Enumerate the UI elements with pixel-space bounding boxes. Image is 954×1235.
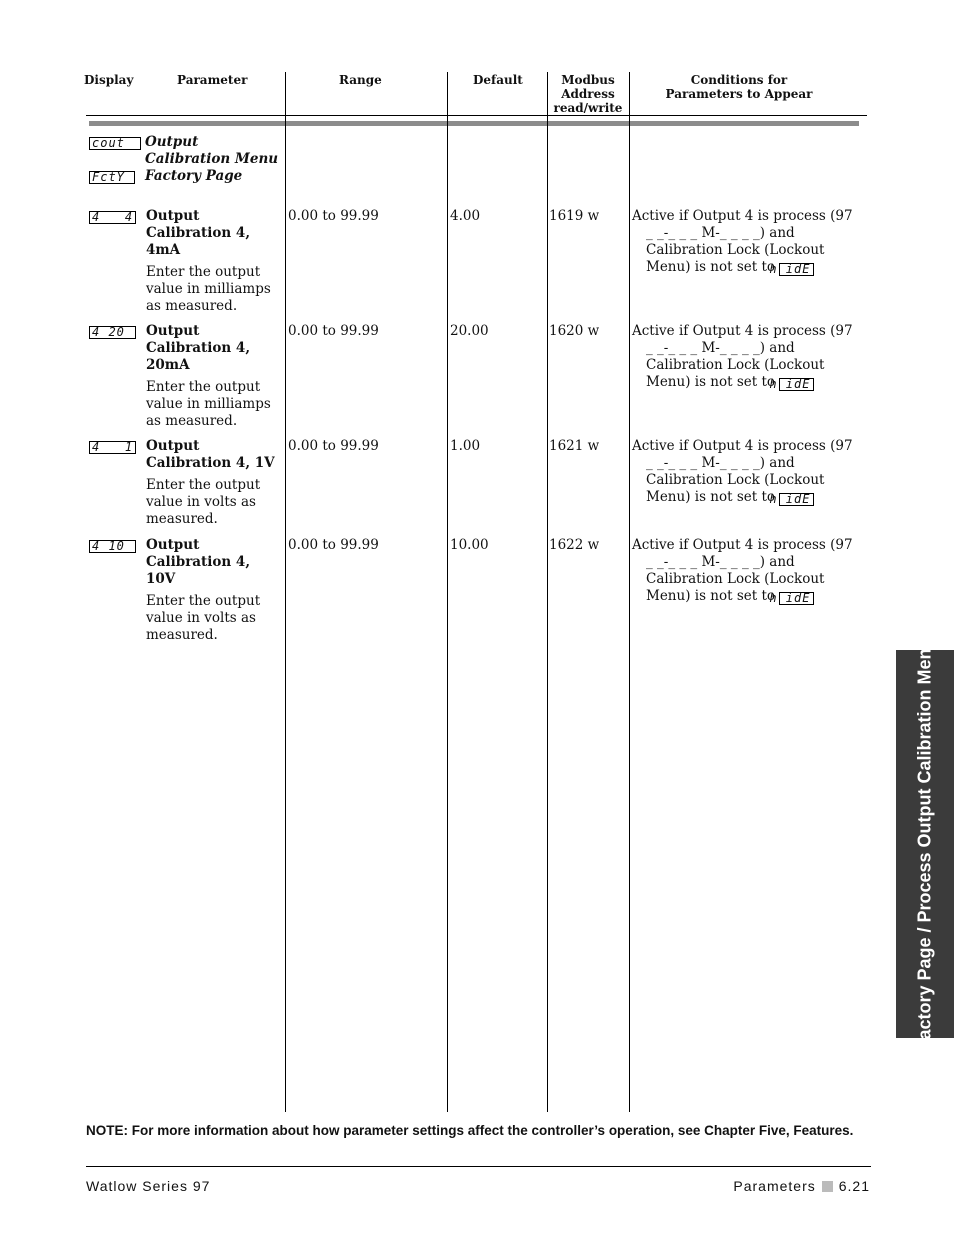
row-conditions: [632, 323, 858, 391]
row-range: 0.00 to 99.99: [288, 323, 379, 339]
footer-section: Parameters: [733, 1178, 816, 1194]
condition-text: Active if Output 4 is process (97 _ _-_ _ _ M-_ _ _ _) and Calibration Lock (Lockout Menu) is not set to: [632, 537, 853, 604]
row-default: 1.00: [450, 438, 481, 454]
row-range: 0.00 to 99.99: [288, 438, 379, 454]
footnote: NOTE: For more information about how parameter settings affect the controller’s operation, see Chapter Five, Features.: [86, 1123, 854, 1138]
footer-rule: [86, 1166, 871, 1167]
header-modbus-line1: Modbus: [561, 73, 615, 87]
parameter-name: Output Calibration 4, 4mA: [146, 208, 251, 258]
condition-text: Active if Output 4 is process (97 _ _-_ _ _ M-_ _ _ _) and Calibration Lock (Lockout Menu) is not set to: [632, 208, 853, 275]
row-parameter: [146, 438, 278, 528]
header-conditions-line1: Conditions for: [690, 73, 788, 87]
column-divider-3: [547, 72, 548, 1112]
hide-display-code: h idE: [779, 493, 814, 506]
header-display: Display: [84, 73, 134, 87]
condition-text: Active if Output 4 is process (97 _ _-_ _ _ M-_ _ _ _) and Calibration Lock (Lockout Menu) is not set to: [632, 438, 853, 505]
column-divider-4: [629, 72, 630, 1112]
row-parameter: [146, 537, 280, 644]
header-modbus-line3: read/write: [553, 101, 623, 115]
header-modbus: [552, 73, 624, 115]
hide-display-code: h idE: [779, 378, 814, 391]
header-default: Default: [473, 73, 523, 87]
row-display-code: 4 4: [89, 211, 136, 224]
parameter-name: Output Calibration 4, 10V: [146, 537, 251, 587]
row-display-code: 4 10: [89, 540, 136, 553]
row-parameter: [146, 208, 278, 315]
output-calibration-menu-title: Output Calibration Menu: [145, 134, 279, 167]
row-conditions: [632, 438, 858, 506]
header-rule: [86, 115, 867, 116]
header-conditions-line2: Parameters to Appear: [665, 87, 813, 101]
row-display-code: 4 20: [89, 326, 136, 339]
row-modbus: 1621 w: [549, 438, 600, 454]
header-conditions: [640, 73, 838, 101]
row-conditions: [632, 537, 858, 605]
header-modbus-line2: Address: [561, 87, 615, 101]
section-side-tab: [896, 637, 954, 1051]
parameter-name: Output Calibration 4, 1V: [146, 438, 275, 471]
footer-page-info: [733, 1178, 870, 1194]
hide-display-code: h idE: [779, 592, 814, 605]
row-modbus: 1622 w: [549, 537, 600, 553]
row-default: 20.00: [450, 323, 489, 339]
parameter-description: Enter the output value in milliamps as measured.: [146, 264, 271, 314]
parameter-name: Output Calibration 4, 20mA: [146, 323, 251, 373]
row-default: 4.00: [450, 208, 481, 224]
hide-display-code: h idE: [779, 263, 814, 276]
column-divider-1: [285, 72, 286, 1112]
footer-page-number: 6.21: [838, 1178, 870, 1194]
square-bullet-icon: [822, 1181, 833, 1192]
header-thick-rule: [89, 121, 859, 126]
row-modbus: 1619 w: [549, 208, 600, 224]
cout-display-code: cout: [89, 137, 141, 150]
row-range: 0.00 to 99.99: [288, 208, 379, 224]
row-conditions: [632, 208, 858, 276]
condition-text: Active if Output 4 is process (97 _ _-_ _ _ M-_ _ _ _) and Calibration Lock (Lockout Menu) is not set to: [632, 323, 853, 390]
row-default: 10.00: [450, 537, 489, 553]
factory-page-title: Factory Page: [145, 168, 243, 184]
row-display-code: 4 1: [89, 441, 136, 454]
parameter-description: Enter the output value in volts as measured.: [146, 593, 261, 643]
side-tab-label: Factory Page / Process Output Calibration Menu: [914, 637, 935, 1051]
header-parameter: Parameter: [177, 73, 248, 87]
column-divider-2: [447, 72, 448, 1112]
footer-product: Watlow Series 97: [86, 1178, 211, 1194]
row-modbus: 1620 w: [549, 323, 600, 339]
header-range: Range: [339, 73, 382, 87]
parameter-description: Enter the output value in volts as measured.: [146, 477, 261, 527]
fcty-display-code: FctY: [89, 171, 135, 184]
row-parameter: [146, 323, 278, 430]
parameter-description: Enter the output value in milliamps as measured.: [146, 379, 271, 429]
row-range: 0.00 to 99.99: [288, 537, 379, 553]
